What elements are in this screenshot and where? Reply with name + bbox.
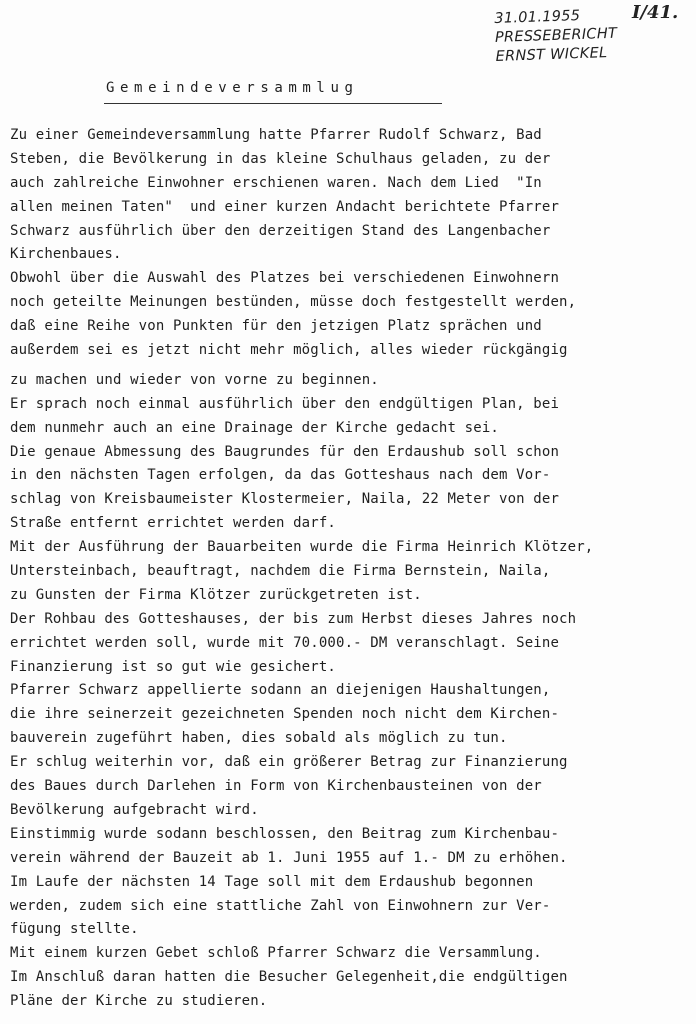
text-line: Er schlug weiterhin vor, daß ein größerer Betrag zur Finanzierung	[10, 754, 568, 771]
text-line: zu Gunsten der Firma Klötzer zurückgetreten ist.	[10, 586, 422, 603]
handwritten-note	[494, 6, 618, 67]
text-line: Straße entfernt errichtet werden darf.	[10, 515, 336, 532]
text-line: Schwarz ausführlich über den derzeitigen Stand des Langenbacher	[10, 222, 551, 239]
text-line: werden, zudem sich eine stattliche Zahl von Einwohnern zur Ver-	[10, 897, 551, 914]
text-line: schlag von Kreisbaumeister Klostermeier, Naila, 22 Meter von der	[10, 491, 560, 508]
handwritten-author: ERNST WICKEL	[495, 45, 608, 65]
text-line: fügung stellte.	[10, 921, 139, 938]
text-line: zu machen und wieder von vorne zu beginnen.	[10, 371, 379, 388]
text-line: Die genaue Abmessung des Baugrundes für den Erdaushub soll schon	[10, 443, 560, 460]
text-line: in den nächsten Tagen erfolgen, da das Gotteshaus nach dem Vor-	[10, 467, 551, 484]
text-line: Einstimmig wurde sodann beschlossen, den Beitrag zum Kirchenbau-	[10, 825, 560, 842]
text-line: Er sprach noch einmal ausführlich über den endgültigen Plan, bei	[10, 395, 560, 412]
text-line: außerdem sei es jetzt nicht mehr möglich, alles wieder rückgängig	[10, 342, 568, 359]
document-body	[10, 124, 690, 1014]
handwritten-date: 31.01.1955	[494, 7, 581, 27]
text-line: noch geteilte Meinungen bestünden, müsse doch festgestellt werden,	[10, 294, 577, 311]
text-line: die ihre seinerzeit gezeichneten Spenden noch nicht dem Kirchen-	[10, 706, 560, 723]
text-line: verein während der Bauzeit ab 1. Juni 1955 auf 1.- DM zu erhöhen.	[10, 849, 568, 866]
text-line: Mit der Ausführung der Bauarbeiten wurde die Firma Heinrich Klötzer,	[10, 539, 594, 556]
text-line: daß eine Reihe von Punkten für den jetzigen Platz sprächen und	[10, 318, 542, 335]
text-line: Pläne der Kirche zu studieren.	[10, 993, 268, 1010]
text-line: des Baues durch Darlehen in Form von Kirchenbausteinen von der	[10, 778, 542, 795]
text-line: Untersteinbach, beauftragt, nachdem die Firma Bernstein, Naila,	[10, 563, 551, 580]
text-line: Obwohl über die Auswahl des Platzes bei verschiedenen Einwohnern	[10, 270, 560, 287]
text-line: Zu einer Gemeindeversammlung hatte Pfarrer Rudolf Schwarz, Bad	[10, 127, 542, 143]
document-title: Gemeindeversammlug	[106, 80, 359, 96]
text-line: Kirchenbaues.	[10, 246, 122, 263]
archive-number: I/41.	[632, 2, 679, 23]
text-line: bauverein zugeführt haben, dies sobald als möglich zu tun.	[10, 730, 508, 747]
handwritten-type: PRESSEBERICHT	[494, 25, 618, 46]
title-underline	[104, 103, 442, 104]
text-line: Bevölkerung aufgebracht wird.	[10, 801, 259, 818]
text-line: auch zahlreiche Einwohner erschienen waren. Nach dem Lied "In	[10, 174, 542, 191]
text-line: Mit einem kurzen Gebet schloß Pfarrer Schwarz die Versammlung.	[10, 945, 542, 962]
text-line: dem nunmehr auch an eine Drainage der Kirche gedacht sei.	[10, 419, 499, 436]
text-line: errichtet werden soll, wurde mit 70.000.- DM veranschlagt. Seine	[10, 634, 560, 651]
text-line: Der Rohbau des Gotteshauses, der bis zum Herbst dieses Jahres noch	[10, 610, 577, 627]
text-line: allen meinen Taten" und einer kurzen Andacht berichtete Pfarrer	[10, 198, 560, 215]
text-line: Finanzierung ist so gut wie gesichert.	[10, 658, 336, 675]
text-line: Im Anschluß daran hatten die Besucher Gelegenheit,die endgültigen	[10, 969, 568, 986]
text-line: Pfarrer Schwarz appellierte sodann an diejenigen Haushaltungen,	[10, 682, 551, 699]
text-line: Steben, die Bevölkerung in das kleine Schulhaus geladen, zu der	[10, 150, 551, 167]
text-line: Im Laufe der nächsten 14 Tage soll mit dem Erdaushub begonnen	[10, 873, 534, 890]
